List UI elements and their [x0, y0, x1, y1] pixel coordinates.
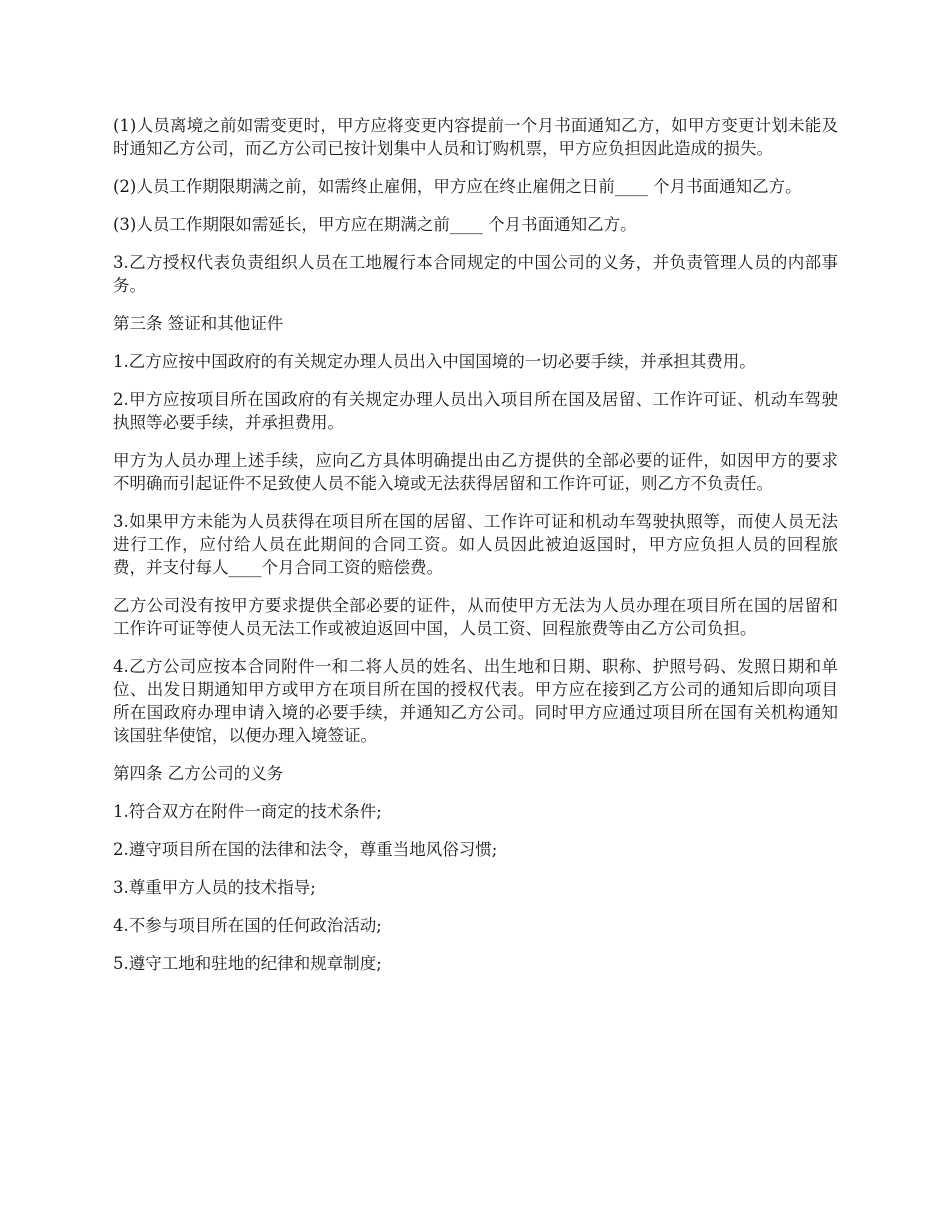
obligation-item-5: 5.遵守工地和驻地的纪律和规章制度; — [113, 954, 382, 973]
paragraph-8: 甲方为人员办理上述手续，应向乙方具体明确提出由乙方提供的全部必要的证件，如因甲方的要求不明确而引起证件不足致使人员不能入境或无法获得居留和工作许可证，则乙方不负责任。 — [113, 451, 838, 493]
obligation-item-1: 1.符合双方在附件一商定的技术条件; — [113, 802, 382, 821]
section-heading-article-3: 第三条 签证和其他证件 — [113, 314, 284, 333]
paragraph-11: 4.乙方公司应按本合同附件一和二将人员的姓名、出生地和日期、职称、护照号码、发照日期和单位、出发日期通知甲方或甲方在项目所在国的授权代表。甲方应在接到乙方公司的通知后即向项目所在国政府办理申请入境的必要手续，并通知乙方公司。同时甲方应通过项目所在国有关机构通知该国驻华使馆，以便办理入境签证。 — [113, 657, 838, 745]
section-heading-article-4: 第四条 乙方公司的义务 — [113, 764, 284, 783]
paragraph-2: (2)人员工作期限期满之前，如需终止雇佣，甲方应在终止雇佣之日前____ 个月书面通知乙方。 — [113, 177, 802, 196]
obligation-item-4: 4.不参与项目所在国的任何政治活动; — [113, 916, 382, 935]
paragraph-10: 乙方公司没有按甲方要求提供全部必要的证件，从而使甲方无法为人员办理在项目所在国的居留和工作许可证等使人员无法工作或被迫返回中国，人员工资、回程旅费等由乙方公司负担。 — [113, 596, 838, 638]
paragraph-9: 3.如果甲方未能为人员获得在项目所在国的居留、工作许可证和机动车驾驶执照等，而使人员无法进行工作，应付给人员在此期间的合同工资。如人员因此被迫返国时，甲方应负担人员的回程旅费，并支付每人____个月合同工资的赔偿费。 — [113, 512, 838, 577]
paragraph-7: 2.甲方应按项目所在国政府的有关规定办理人员出入项目所在国及居留、工作许可证、机动车驾驶执照等必要手续，并承担费用。 — [113, 390, 838, 432]
obligation-item-2: 2.遵守项目所在国的法律和法令，尊重当地风俗习惯; — [113, 840, 498, 859]
paragraph-1: (1)人员离境之前如需变更时，甲方应将变更内容提前一个月书面通知乙方，如甲方变更计划未能及时通知乙方公司，而乙方公司已按计划集中人员和订购机票，甲方应负担因此造成的损失。 — [113, 116, 838, 158]
paragraph-3: (3)人员工作期限如需延长，甲方应在期满之前____ 个月书面通知乙方。 — [113, 215, 637, 234]
paragraph-4: 3.乙方授权代表负责组织人员在工地履行本合同规定的中国公司的义务，并负责管理人员的内部事务。 — [113, 253, 838, 295]
obligation-item-3: 3.尊重甲方人员的技术指导; — [113, 878, 316, 897]
paragraph-6: 1.乙方应按中国政府的有关规定办理人员出入中国国境的一切必要手续，并承担其费用。 — [113, 352, 756, 371]
